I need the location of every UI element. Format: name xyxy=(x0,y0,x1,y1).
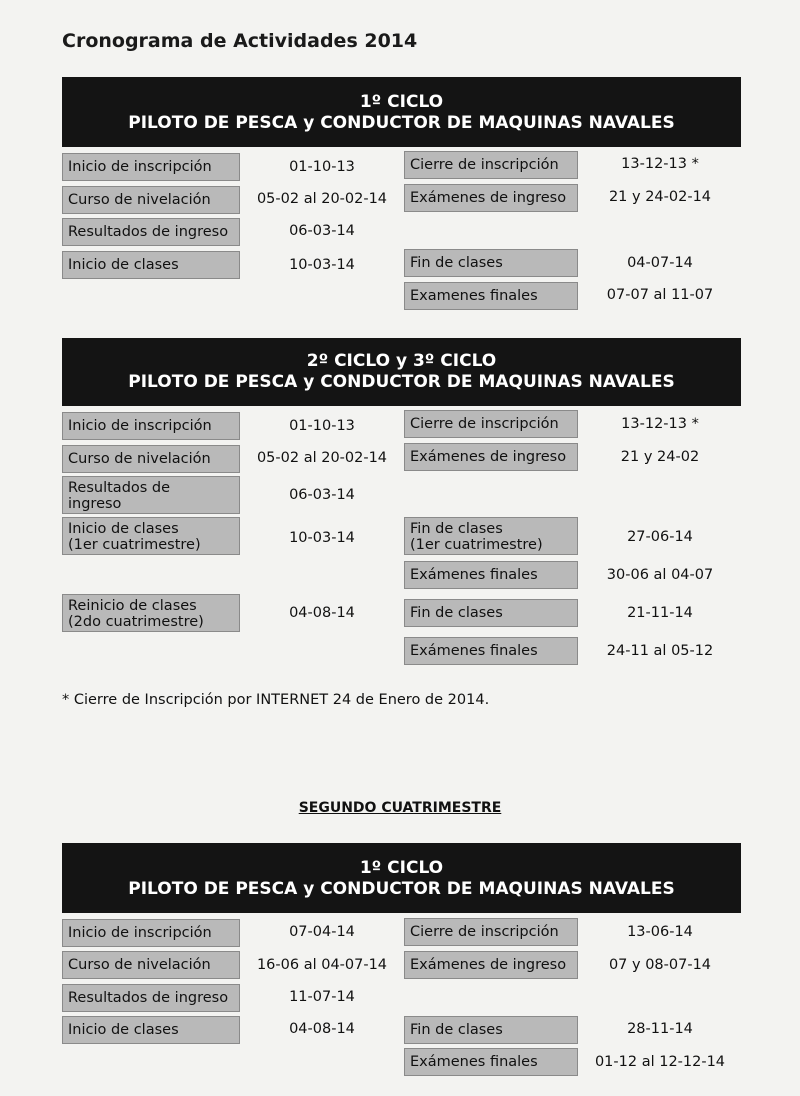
label-curso-nivelacion: Curso de nivelación xyxy=(62,186,240,214)
value-examenes-finales: 01-12 al 12-12-14 xyxy=(594,1054,726,1070)
label-line: Resultados de xyxy=(68,480,171,496)
label-inicio-inscripcion: Inicio de inscripción xyxy=(62,412,240,440)
value-examenes-finales-2: 24-11 al 05-12 xyxy=(606,643,714,659)
value-resultados-ingreso: 11-07-14 xyxy=(289,989,355,1005)
subheading-text: SEGUNDO CUATRIMESTRE xyxy=(298,800,502,816)
label-cierre-inscripcion: Cierre de inscripción xyxy=(404,410,578,438)
value-curso-nivelacion: 16-06 al 04-07-14 xyxy=(256,957,388,973)
label-curso-nivelacion: Curso de nivelación xyxy=(62,951,240,979)
subheading xyxy=(0,800,800,816)
value-cierre-inscripcion: 13-06-14 xyxy=(627,924,693,940)
value-resultados-ingreso: 06-03-14 xyxy=(289,487,355,503)
label-cierre-inscripcion: Cierre de inscripción xyxy=(404,151,578,179)
label-fin-clases: Fin de clases xyxy=(404,599,578,627)
label-curso-nivelacion: Curso de nivelación xyxy=(62,445,240,473)
label-line: (2do cuatrimestre) xyxy=(68,614,204,630)
footnote: * Cierre de Inscripción por INTERNET 24 de Enero de 2014. xyxy=(62,692,490,708)
label-fin-clases: Fin de clases xyxy=(404,1016,578,1044)
section3-cycle: 1º CICLO xyxy=(359,858,444,878)
value-inicio-inscripcion: 01-10-13 xyxy=(289,159,355,175)
section1-program: PILOTO DE PESCA y CONDUCTOR DE MAQUINAS NAVALES xyxy=(128,113,675,133)
label-examenes-ingreso: Exámenes de ingreso xyxy=(404,443,578,471)
label-reinicio-clases xyxy=(62,594,240,632)
label-inicio-inscripcion: Inicio de inscripción xyxy=(62,919,240,947)
section2-program: PILOTO DE PESCA y CONDUCTOR DE MAQUINAS NAVALES xyxy=(128,372,675,392)
value-curso-nivelacion: 05-02 al 20-02-14 xyxy=(256,450,388,466)
value-fin-clases: 21-11-14 xyxy=(627,605,693,621)
value-reinicio-clases: 04-08-14 xyxy=(289,605,355,621)
value-examenes-ingreso: 21 y 24-02 xyxy=(620,449,700,465)
label-examenes-finales: Exámenes finales xyxy=(404,561,578,589)
value-inicio-clases: 04-08-14 xyxy=(289,1021,355,1037)
value-cierre-inscripcion: 13-12-13 * xyxy=(621,416,699,432)
label-examenes-finales: Exámenes finales xyxy=(404,1048,578,1076)
value-cierre-inscripcion: 13-12-13 * xyxy=(621,156,699,172)
label-inicio-inscripcion: Inicio de inscripción xyxy=(62,153,240,181)
label-line: Fin de clases xyxy=(410,521,503,537)
value-fin-clases: 28-11-14 xyxy=(627,1021,693,1037)
section1-banner xyxy=(62,77,741,147)
label-examenes-finales-2: Exámenes finales xyxy=(404,637,578,665)
page-title: Cronograma de Actividades 2014 xyxy=(62,30,418,52)
label-examenes-finales: Examenes finales xyxy=(404,282,578,310)
label-examenes-ingreso: Exámenes de ingreso xyxy=(404,184,578,212)
value-inicio-clases: 10-03-14 xyxy=(289,257,355,273)
value-examenes-ingreso: 07 y 08-07-14 xyxy=(608,957,712,973)
value-examenes-finales: 30-06 al 04-07 xyxy=(606,567,714,583)
label-resultados-ingreso: Resultados de ingreso xyxy=(62,218,240,246)
label-fin-clases: Fin de clases xyxy=(404,249,578,277)
label-line: ingreso xyxy=(68,496,122,512)
section2-cycle: 2º CICLO y 3º CICLO xyxy=(306,351,497,371)
value-examenes-finales: 07-07 al 11-07 xyxy=(606,287,714,303)
label-fin-clases-1er xyxy=(404,517,578,555)
value-inicio-clases: 10-03-14 xyxy=(289,530,355,546)
label-inicio-clases xyxy=(62,517,240,555)
value-inicio-inscripcion: 07-04-14 xyxy=(289,924,355,940)
value-fin-clases: 04-07-14 xyxy=(627,255,693,271)
label-line: Reinicio de clases xyxy=(68,598,197,614)
value-resultados-ingreso: 06-03-14 xyxy=(289,223,355,239)
section3-program: PILOTO DE PESCA y CONDUCTOR DE MAQUINAS NAVALES xyxy=(128,879,675,899)
label-cierre-inscripcion: Cierre de inscripción xyxy=(404,918,578,946)
label-line: (1er cuatrimestre) xyxy=(410,537,543,553)
label-resultados-ingreso: Resultados de ingreso xyxy=(62,984,240,1012)
value-curso-nivelacion: 05-02 al 20-02-14 xyxy=(256,191,388,207)
section2-banner xyxy=(62,338,741,406)
label-inicio-clases: Inicio de clases xyxy=(62,1016,240,1044)
label-line: (1er cuatrimestre) xyxy=(68,537,201,553)
value-examenes-ingreso: 21 y 24-02-14 xyxy=(608,189,712,205)
section1-cycle: 1º CICLO xyxy=(359,92,444,112)
label-examenes-ingreso: Exámenes de ingreso xyxy=(404,951,578,979)
label-inicio-clases: Inicio de clases xyxy=(62,251,240,279)
section3-banner xyxy=(62,843,741,913)
label-resultados-ingreso xyxy=(62,476,240,514)
label-line: Inicio de clases xyxy=(68,521,179,537)
value-inicio-inscripcion: 01-10-13 xyxy=(289,418,355,434)
value-fin-clases-1er: 27-06-14 xyxy=(627,529,693,545)
